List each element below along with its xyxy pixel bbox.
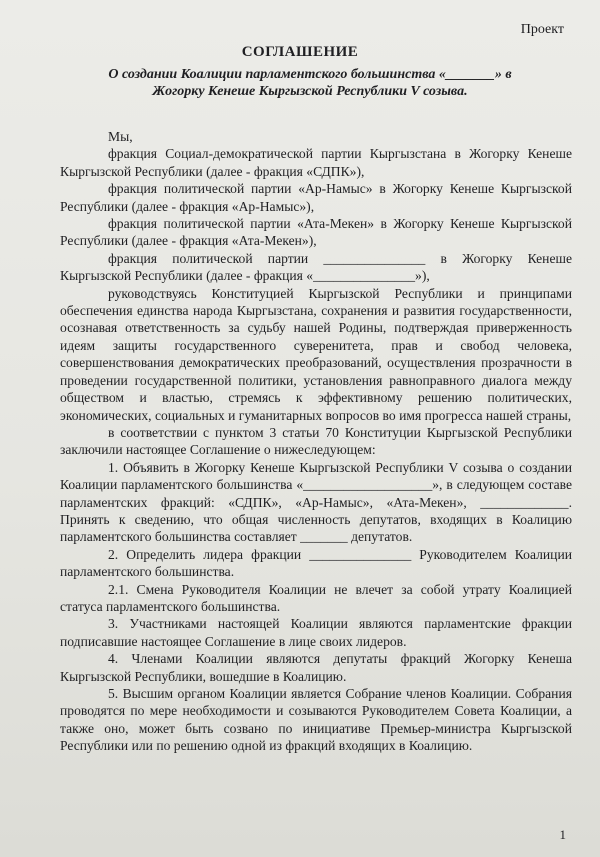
document-body — [60, 128, 572, 755]
paragraph-ar-namys: фракция политической партии «Ар-Намыс» в Жогорку Кенеше Кыргызской Республики (далее - фракция «Ар-Намыс»), — [60, 181, 572, 214]
clause-2: 2. Определить лидера фракции _______________ Руководителем Коалиции парламентского большинства. — [60, 546, 572, 580]
draft-label: Проект — [520, 22, 564, 37]
clause-4: 4. Членами Коалиции являются депутаты фракций Жогорку Кенеша Кыргызской Республики, вошедшие в Коалицию. — [60, 651, 572, 684]
page-number: 1 — [559, 827, 566, 842]
paragraph-preamble: руководствуясь Конституцией Кыргызской Республики и принципами обеспечения единства народа Кыргызстана, сохранения и развития государственности, осознавая ответственность за судьбу нашей Родины, подтверждая приверженность идеям защиты государственного суверенитета, прав и свобод человека, совершенствования демократических преобразований, осуществления прозрачности в проведении государственной политики, установления равноправного диалога между обществом и властью, стремясь к эффективному решению политических, экономических, социальных и гуманитарных вопросов во имя прогресса нашей страны, — [60, 285, 572, 423]
clause-3: 3. Участниками настоящей Коалиции являются парламентские фракции подписавшие настоящее Соглашение в лице своих лидеров. — [60, 616, 572, 649]
paragraph-sdpk: фракция Социал-демократической партии Кыргызстана в Жогорку Кенеше Кыргызской Республики (далее - фракция «СДПК»), — [60, 146, 572, 179]
subtitle-line-1: О создании Коалиции парламентского большинства «_______» в — [108, 67, 512, 82]
clause-1: 1. Объявить в Жогорку Кенеше Кыргызской Республики V созыва о создании Коалиции парламентского большинства «___________________», в следующем составе парламентских фракций: «СДПК», «Ар-Намыс», «Ата-Мекен», _____________. Принять к сведению, что общая численность депутатов, входящих в Коалицию парламентского большинства составляет _______ депутатов. — [60, 459, 572, 545]
paragraph-ata-meken: фракция политической партии «Ата-Мекен» в Жогорку Кенеше Кыргызской Республики (далее - фракция «Ата-Мекен»), — [60, 216, 572, 249]
document-title: СОГЛАШЕНИЕ — [241, 44, 359, 60]
paragraph-other-faction: фракция политической партии _______________ в Жогорку Кенеше Кыргызской Республики (далее - фракция «_______________»), — [60, 250, 572, 284]
paragraph-we: Мы, — [108, 129, 133, 144]
document-subtitle — [60, 66, 560, 100]
clause-5: 5. Высшим органом Коалиции является Собрание членов Коалиции. Собрания проводятся по мере необходимости и созываются Руководителем Совета Коалиции, а также оно, может быть созвано по инициативе Премьер-министра Кыргызской Республики или по решению одной из фракций входящих в Коалицию. — [60, 686, 572, 754]
paragraph-constitution: в соответствии с пунктом 3 статьи 70 Конституции Кыргызской Республики заключили настоящее Соглашение о нижеследующем: — [60, 424, 572, 458]
clause-2-1: 2.1. Смена Руководителя Коалиции не влечет за собой утрату Коалицией статуса парламентского большинства. — [60, 581, 572, 614]
subtitle-line-2: Жогорку Кенеше Кыргызской Республики V созыва. — [152, 84, 468, 99]
